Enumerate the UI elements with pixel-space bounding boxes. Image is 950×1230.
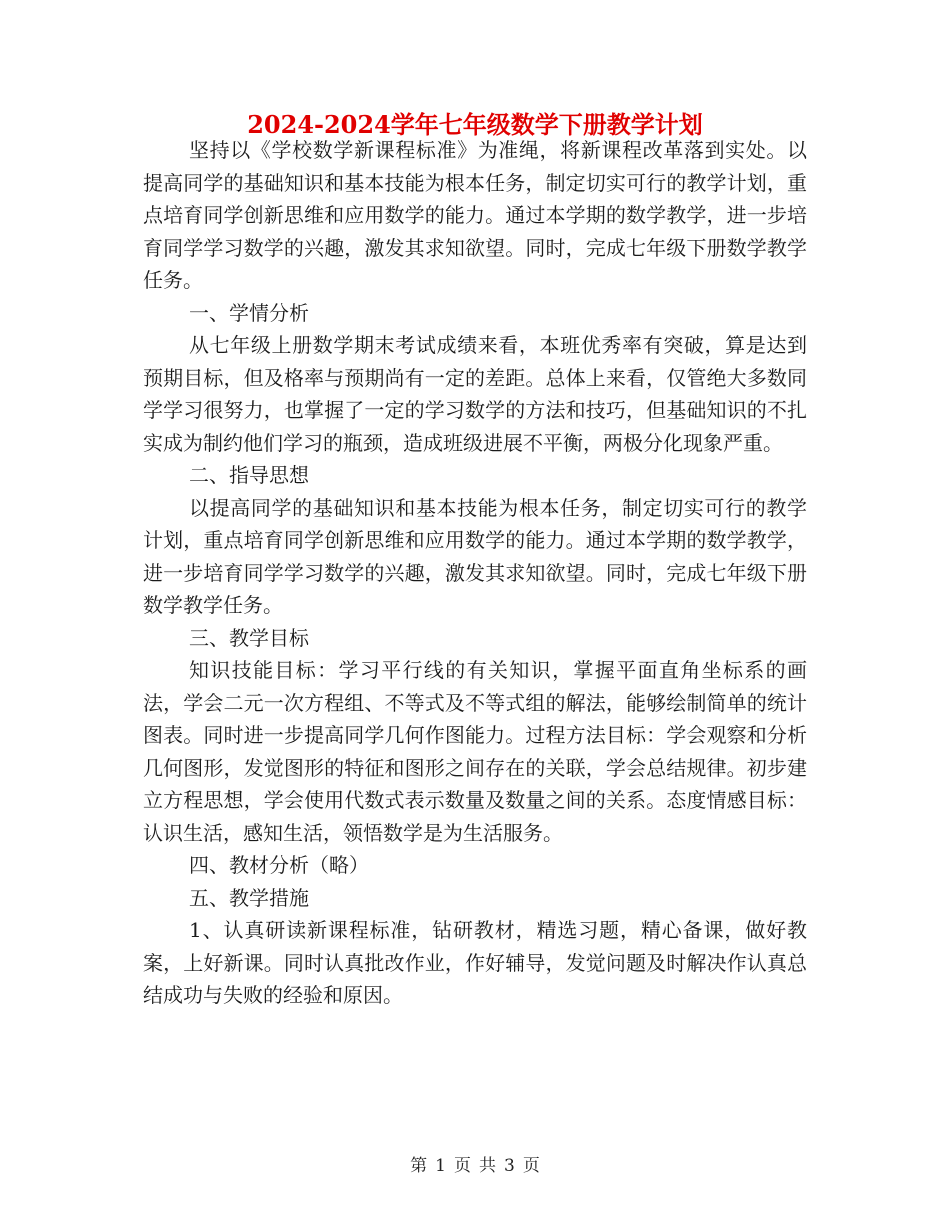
- document-title: 2024-2024学年七年级数学下册教学计划: [247, 110, 703, 139]
- footer-suffix: 页: [522, 1156, 540, 1176]
- section-heading-teaching-goals: 三、教学目标: [189, 625, 309, 650]
- learning-analysis-paragraph: 从七年级上册数学期末考试成绩来看，本班优秀率有突破，算是达到预期目标，但及格率与预期尚有一定的差距。总体上来看，仅管绝大多数同学学习很努力，也掌握了一定的学习数学的方法和技巧，但基础知识的不扎实成为制约他们学习的瓶颈，造成班级进展不平衡，两极分化现象严重。: [143, 333, 807, 455]
- teaching-measures-item-1: 1、认真研读新课程标准，钻研教材，精选习题，精心备课，做好教案，上好新课。同时认真批改作业，作好辅导，发觉问题及时解决作认真总结成功与失败的经验和原因。: [143, 918, 807, 1007]
- footer-page-word: 页: [454, 1156, 471, 1176]
- page-footer: [0, 1154, 950, 1178]
- footer-total-pages: 3: [504, 1156, 515, 1176]
- guiding-ideology-paragraph: 以提高同学的基础知识和基本技能为根本任务，制定切实可行的教学计划，重点培育同学创新思维和应用数学的能力。通过本学期的数学教学，进一步培育同学学习数学的兴趣，激发其求知欲望。同时，完成七年级下册数学教学任务。: [143, 495, 807, 617]
- section-heading-guiding-ideology: 二、指导思想: [189, 463, 309, 487]
- intro-paragraph: 坚持以《学校数学新课程标准》为准绳，将新课程改革落到实处。以提高同学的基础知识和基本技能为根本任务，制定切实可行的教学计划，重点培育同学创新思维和应用数学的能力。通过本学期的数学教学，进一步培育同学学习数学的兴趣，激发其求知欲望。同时，完成七年级下册数学教学任务。: [143, 138, 807, 292]
- teaching-goals-paragraph: 知识技能目标：学习平行线的有关知识，掌握平面直角坐标系的画法，学会二元一次方程组、不等式及不等式组的解法，能够绘制简单的统计图表。同时进一步提高同学几何作图能力。过程方法目标：学会观察和分析几何图形，发觉图形的特征和图形之间存在的关联，学会总结规律。初步建立方程思想，学会使用代数式表示数量及数量之间的关系。态度情感目标：认识生活，感知生活，领悟数学是为生活服务。: [143, 658, 807, 845]
- section-heading-teaching-measures: 五、教学措施: [189, 885, 309, 910]
- footer-current-page: 1: [435, 1156, 446, 1176]
- section-heading-textbook-analysis: 四、教材分析（略）: [189, 853, 369, 877]
- footer-prefix: 第: [410, 1156, 428, 1176]
- footer-total-word: 共: [479, 1156, 496, 1176]
- document-body: [143, 134, 807, 1012]
- section-heading-learning-analysis: 一、学情分析: [189, 300, 309, 325]
